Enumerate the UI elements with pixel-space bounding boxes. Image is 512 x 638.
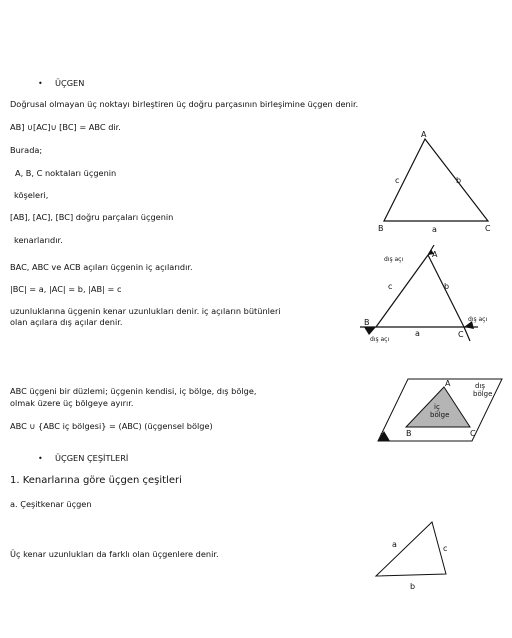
plane-text-cont: olmak üzere üç bölgeye ayırır.: [10, 398, 134, 408]
union-formula: AB] ∪[AC]∪ [BC] = ABC dir.: [10, 122, 121, 132]
vertex-a-label: A: [421, 130, 427, 139]
section-title-ucgen-cesitleri: ÜÇGEN ÇEŞİTLERİ: [55, 453, 129, 463]
side-c-label: c: [443, 544, 448, 553]
side-b-label: b: [456, 176, 462, 185]
lengths-formula: |BC| = a, |AC| = b, |AB| = c: [10, 284, 122, 294]
side-b-line: [428, 255, 464, 327]
vertex-a-label: A: [445, 379, 451, 388]
plane-e-label: E: [380, 432, 386, 441]
scalene-triangle-figure: [368, 514, 468, 594]
vertex-b-label: B: [406, 429, 412, 438]
lengths-description-cont: olan açılara dış açılar denir.: [10, 317, 123, 327]
triangle-figure-basic: [370, 125, 500, 235]
side-c-label: c: [395, 176, 400, 185]
section-title-ucgen: ÜÇGEN: [55, 78, 85, 88]
vertex-c-label: C: [458, 330, 464, 339]
side-c-line: [376, 255, 428, 327]
scalene-triangle-shape: [376, 522, 446, 576]
item-cesitkenar: a. Çeşitkenar üçgen: [10, 499, 92, 509]
side-a-label: a: [432, 225, 437, 234]
inner-region-label-cont: bölge: [430, 411, 450, 419]
bullet: •: [38, 79, 43, 88]
angles-text: BAC, ABC ve ACB açıları üçgenin iç açılarıdır.: [10, 262, 193, 272]
burada-label: Burada;: [10, 145, 43, 155]
exterior-angle-label-c: dış açı: [468, 316, 488, 323]
inner-region-label: iç: [434, 403, 440, 411]
exterior-angle-figure: [360, 245, 500, 345]
plane-formula: ABC ∪ {ABC iç bölgesi} = (ABC) (üçgensel bölge): [10, 421, 213, 431]
side-c-label: c: [388, 282, 393, 291]
vertex-b-label: B: [378, 224, 384, 233]
triangle-shape: [384, 139, 488, 221]
vertices-text-cont: köşeleri,: [14, 190, 49, 200]
vertex-b-label: B: [364, 318, 370, 327]
side-a-label: a: [392, 540, 397, 549]
side-b-label: b: [444, 282, 450, 291]
cesitkenar-description: Üç kenar uzunlukları da farklı olan üçgenlere denir.: [10, 549, 219, 559]
exterior-angle-label-b: dış açı: [370, 336, 390, 343]
bullet: •: [38, 454, 43, 463]
outer-region-label-cont: bölge: [473, 390, 493, 398]
vertices-text: A, B, C noktaları üçgenin: [15, 168, 117, 178]
side-b-label: b: [410, 582, 416, 591]
subtitle-kenar: 1. Kenarlarına göre üçgen çeşitleri: [10, 475, 182, 486]
definition-text: Doğrusal olmayan üç noktayı birleştiren üç doğru parçasının birleşimine üçgen denir.: [10, 99, 359, 109]
vertex-c-label: C: [470, 429, 476, 438]
outer-region-label: dış: [475, 382, 486, 390]
vertex-a-label: A: [432, 250, 438, 259]
plane-regions-figure: [378, 375, 504, 445]
plane-text: ABC üçgeni bir düzlemi; üçgenin kendisi, iç bölge, dış bölge,: [10, 386, 257, 396]
side-a-label: a: [415, 329, 420, 338]
vertex-c-label: C: [485, 224, 491, 233]
exterior-angle-label-a: dış açı: [384, 256, 404, 263]
side-b-extension: [464, 327, 470, 341]
edges-text: [AB], [AC], [BC] doğru parçaları üçgenin: [10, 212, 174, 222]
lengths-description: uzunluklarına üçgenin kenar uzunlukları denir. iç açıların bütünleri: [10, 306, 281, 316]
edges-text-cont: kenarlarıdır.: [14, 235, 63, 245]
exterior-angle-mark-b: [364, 327, 376, 335]
